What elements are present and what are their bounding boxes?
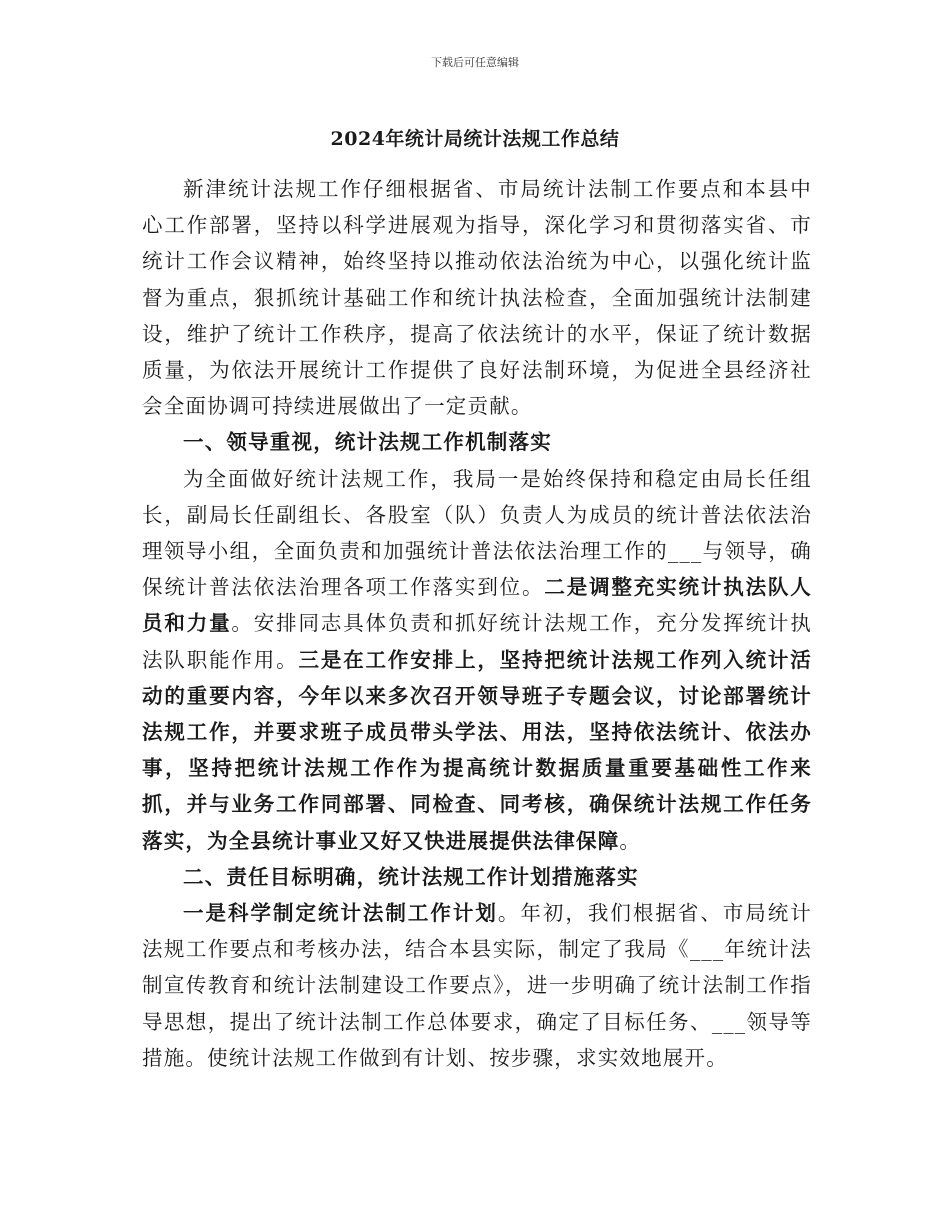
section-2-heading: 二、责任目标明确，统计法规工作计划措施落实 bbox=[183, 864, 639, 889]
section-1-paragraph bbox=[142, 461, 812, 859]
document-body bbox=[142, 171, 812, 1076]
section-1-text-e: 。 bbox=[619, 828, 642, 853]
section-2-bold-a: 一是科学制定统计法制工作计划 bbox=[183, 901, 498, 926]
intro-paragraph: 新津统计法规工作仔细根据省、市局统计法制工作要点和本县中心工作部署，坚持以科学进展观为指导，深化学习和贯彻落实省、市统计工作会议精神，始终坚持以推动依法治统为中心，以强化统计监督为重点，狠抓统计基础工作和统计执法检查，全面加强统计法制建设，维护了统计工作秩序，提高了依法统计的水平，保证了统计数据质量，为依法开展统计工作提供了良好法制环境，为促进全县经济社会全面协调可持续进展做出了一定贡献。 bbox=[142, 177, 812, 419]
section-1-bold-d: 三是在工作安排上，坚持把统计法规工作列入统计活动的重要内容，今年以来多次召开领导班子专题会议，讨论部署统计法规工作，并要求班子成员带头学法、用法，坚持依法统计、依法办事，坚持把统计法规工作作为提高统计数据质量重要基础性工作来抓，并与业务工作同部署、同检查、同考核，确保统计法规工作任务落实，为全县统计事业又好又快进展提供法律保障 bbox=[142, 647, 812, 853]
section-2-paragraph bbox=[142, 895, 812, 1076]
page-header-note: 下载后可任意编辑 bbox=[431, 56, 519, 69]
document-title: 2024年统计局统计法规工作总结 bbox=[330, 128, 620, 150]
section-1-bold-b: 二是调整充实统计执法队人员和力量 bbox=[142, 575, 812, 636]
section-1-heading: 一、领导重视，统计法规工作机制落实 bbox=[183, 430, 552, 455]
section-1-text-a: 为全面做好统计法规工作，我局一是始终保持和稳定由局长任组长，副局长任副组长、各股室（队）负责人为成员的统计普法依法治理领导小组，全面负责和加强统计普法依法治理工作的___与领导，确保统计普法依法治理各项工作落实到位。 bbox=[142, 466, 812, 600]
section-2-text-b: 。年初，我们根据省、市局统计法规工作要点和考核办法，结合本县实际，制定了我局《___年统计法制宣传教育和统计法制建设工作要点》，进一步明确了统计法制工作指导思想，提出了统计法制工作总体要求，确定了目标任务、___领导等措施。使统计法规工作做到有计划、按步骤，求实效地展开。 bbox=[142, 901, 812, 1070]
section-1-text-c: 。安排同志具体负责和抓好统计法规工作，充分发挥统计执法队职能作用。 bbox=[142, 611, 812, 672]
